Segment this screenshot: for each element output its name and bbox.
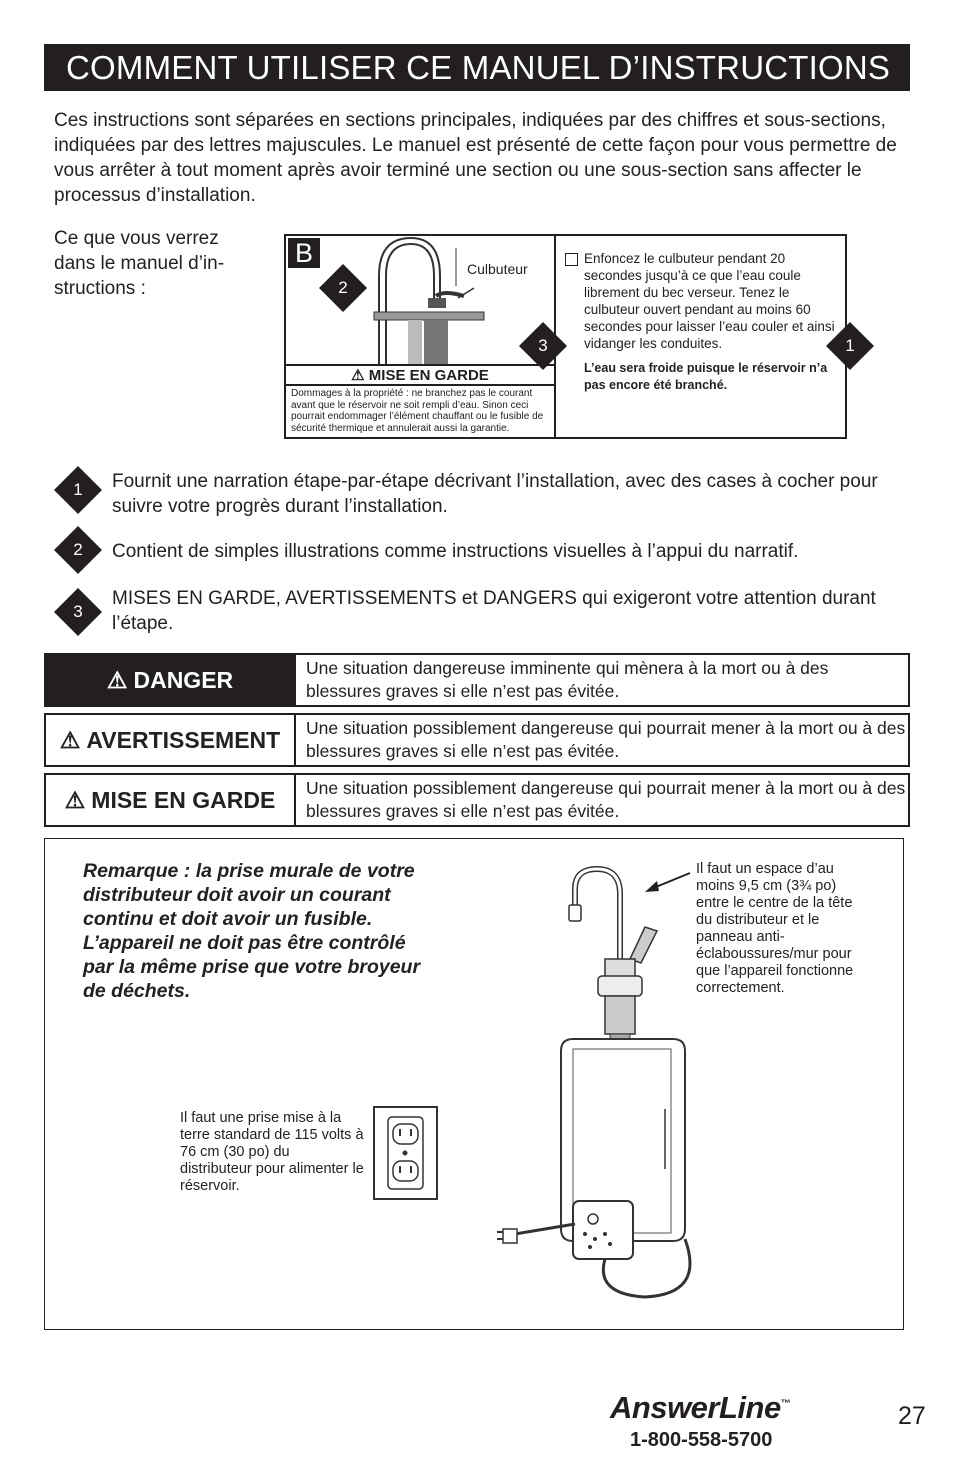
section-letter: B: [288, 238, 320, 268]
sample-warning-text: Dommages à la propriété : ne branchez pas le courant avant que le réservoir ne soit rempli d’eau. Sinon ceci pourrait endommager l’élément chauffant ou le fusible de sécurité thermique et annulerait aussi la garantie.: [291, 388, 544, 434]
page-number: 27: [898, 1402, 926, 1430]
intro-paragraph: Ces instructions sont séparées en sections principales, indiquées par des chiffres et sous-sections, indiquées par des lettres majuscules. Le manuel est présenté de cette façon pour vous permettre de vous arrêter à tout moment après avoir terminé une section ou une sous-section sans affecter le processus d’installation.: [54, 110, 897, 206]
legend-text-3: MISES EN GARDE, AVERTISSEMENTS et DANGERS qui exigeront votre attention durant l’étape.: [112, 588, 876, 634]
page-title: COMMENT UTILISER CE MANUEL D’INSTRUCTIONS: [44, 44, 910, 91]
marker-1: 1: [826, 322, 874, 370]
dispenser-illustration: [45, 839, 901, 1327]
marker-3: 3: [519, 322, 567, 370]
legend-diamond-1: 1: [54, 466, 102, 514]
culbuteur-label: Culbuteur: [467, 261, 528, 277]
danger-row: [44, 653, 910, 707]
remark-note: Remarque : la prise murale de votre distributeur doit avoir un courant continu et doit avoir un fusible. L’appareil ne doit pas être contrôlé par la même prise que votre broyeur de déchets.: [83, 860, 421, 1002]
answerline-logo: AnswerLine™: [610, 1390, 791, 1425]
outlet-note: Il faut une prise mise à la terre standard de 115 volts à 76 cm (30 po) du distributeur pour alimenter le réservoir.: [180, 1110, 364, 1194]
space-note: Il faut un espace d’au moins 9,5 cm (3¾ po) entre le centre de la tête du distributeur et le panneau anti-éclaboussures/mur pour que l’appareil fonctionne correctement.: [696, 861, 854, 996]
installation-note-box: [44, 838, 904, 1330]
sample-warning-title: ⚠ MISE EN GARDE: [286, 364, 554, 386]
phone-number: 1-800-558-5700: [630, 1429, 773, 1451]
warning-icon: ⚠: [64, 786, 86, 813]
checkbox-icon: [565, 253, 578, 266]
mise-en-garde-row: [44, 773, 910, 827]
legend-diamond-2: 2: [54, 526, 102, 574]
warning-icon: ⚠: [106, 666, 128, 693]
marker-2: 2: [319, 264, 367, 312]
danger-label: ⚠ DANGER: [46, 655, 296, 705]
warning-icon: ⚠: [351, 367, 365, 384]
danger-text: Une situation dangereuse imminente qui mènera à la mort ou à des blessures graves si elle n’est pas évitée.: [306, 658, 829, 701]
sample-step-text: Enfoncez le culbuteur pendant 20 secondes jusqu’à ce que l’eau coule librement du bec verseur. Tenez le culbuteur ouvert pendant au moins 60 secondes pour laisser l’eau couler et ainsi vidanger les conduites.: [584, 251, 835, 351]
avertissement-row: [44, 713, 910, 767]
mise-en-garde-text: Une situation possiblement dangereuse qui pourrait mener à la mort ou à des blessures graves si elle n’est pas évitée.: [306, 778, 906, 821]
what-you-see-label: Ce que vous verrez dans le manuel d’in-structions :: [54, 228, 225, 299]
legend-text-1: Fournit une narration étape-par-étape décrivant l’installation, avec des cases à cocher pour suivre votre progrès durant l’installation.: [112, 471, 878, 517]
legend-text-2: Contient de simples illustrations comme instructions visuelles à l’appui du narratif.: [112, 541, 799, 562]
avertissement-text: Une situation possiblement dangereuse qui pourrait mener à la mort ou à des blessures graves si elle n’est pas évitée.: [306, 718, 906, 761]
sample-step-note: L’eau sera froide puisque le réservoir n’a pas encore été branché.: [584, 361, 828, 392]
mise-en-garde-label: ⚠ MISE EN GARDE: [46, 775, 296, 825]
avertissement-label: ⚠ AVERTISSEMENT: [46, 715, 296, 765]
warning-icon: ⚠: [59, 726, 81, 753]
legend-diamond-3: 3: [54, 588, 102, 636]
